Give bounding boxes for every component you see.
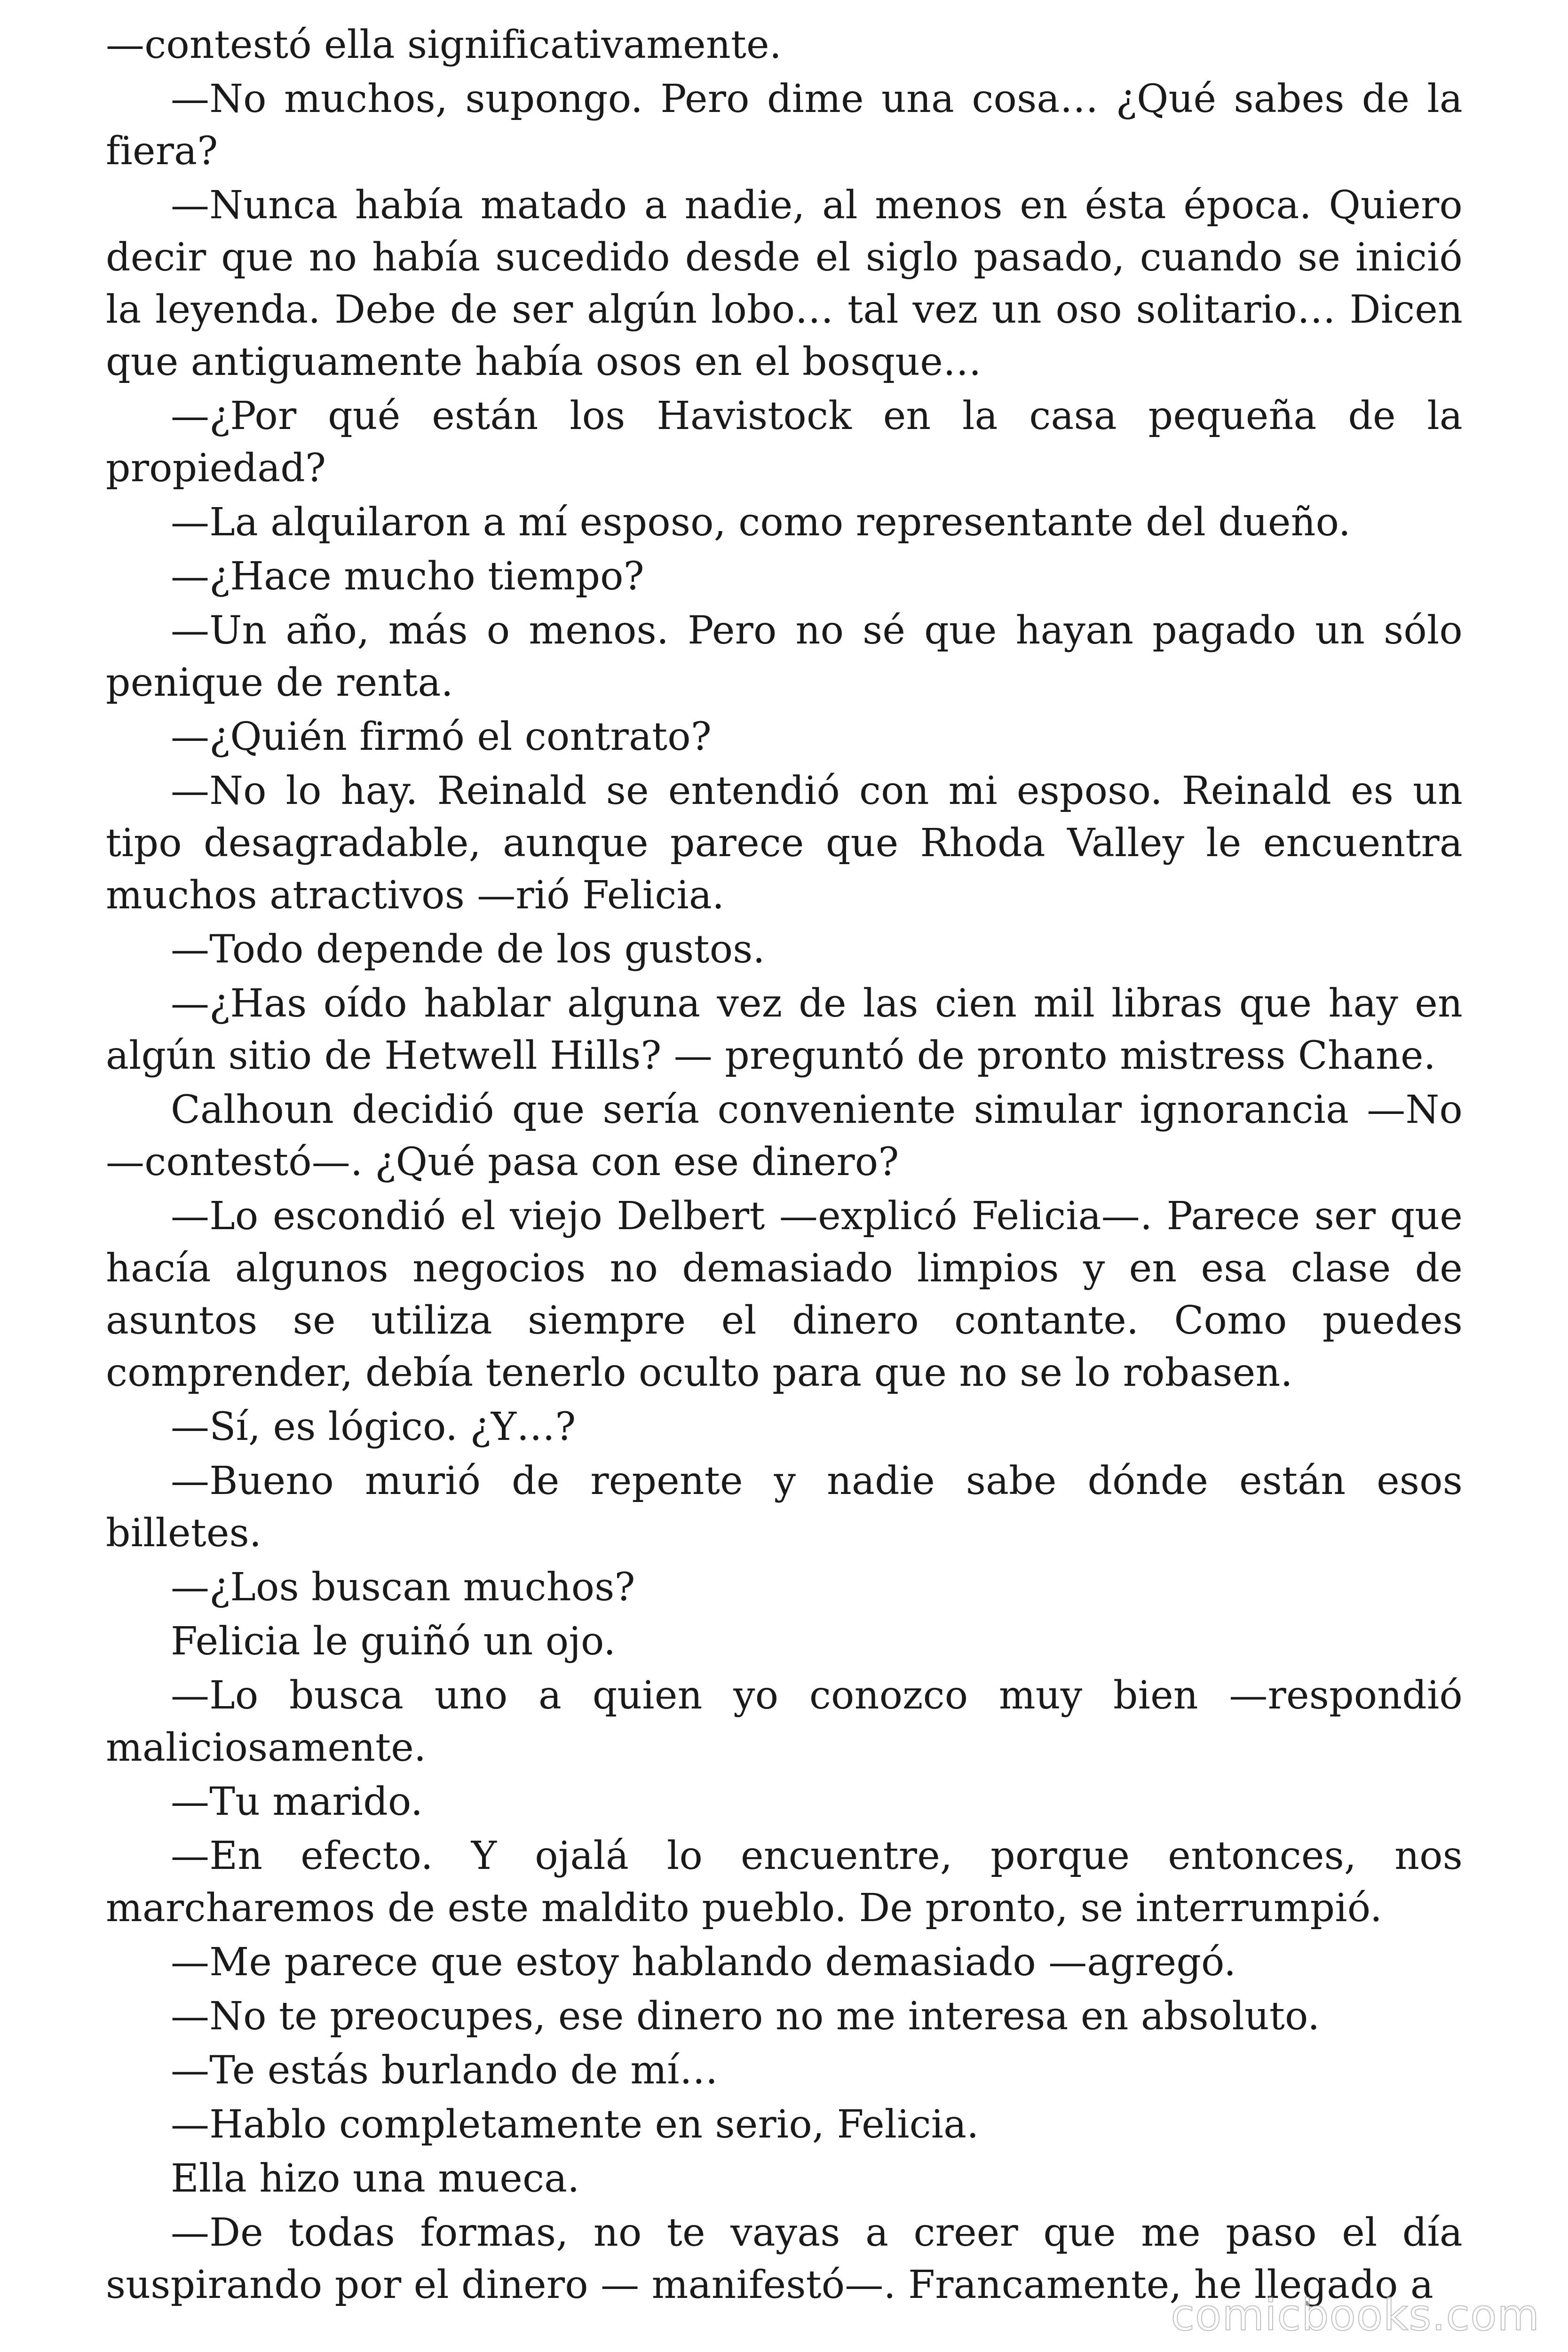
- paragraph: —contestó ella significativamente.: [106, 23, 782, 67]
- paragraph: —Bueno murió de repente y nadie sabe dónde están esos billetes.: [106, 1459, 1463, 1556]
- paragraph: Calhoun decidió que sería conveniente simular ignorancia —No —contestó—. ¿Qué pasa con ese dinero?: [106, 1088, 1463, 1184]
- paragraph: —¿Hace mucho tiempo?: [171, 554, 644, 599]
- paragraph: —Te estás burlando de mí…: [171, 2048, 718, 2093]
- paragraph: —No te preocupes, ese dinero no me interesa en absoluto.: [171, 1994, 1320, 2039]
- paragraph: —Me parece que estoy hablando demasiado —agregó.: [171, 1940, 1236, 1985]
- paragraph: —De todas formas, no te vayas a creer que me paso el día suspirando por el dinero — manifestó—. Francamente, he llegado a: [106, 2210, 1463, 2307]
- paragraph: —Nunca había matado a nadie, al menos en ésta época. Quiero decir que no había sucedido desde el siglo pasado, cuando se inició la leyenda. Debe de ser algún lobo… tal vez un oso solitario… Dicen que antiguamente había osos en el bosque…: [106, 183, 1463, 384]
- paragraph: —No muchos, supongo. Pero dime una cosa… ¿Qué sabes de la fiera?: [106, 77, 1463, 174]
- watermark-logo: comicbooks.com: [1171, 2290, 1540, 2340]
- paragraph: Felicia le guiñó un ojo.: [171, 1619, 616, 1664]
- paragraph: —Hablo completamente en serio, Felicia.: [171, 2102, 979, 2147]
- paragraph: —Tu marido.: [171, 1780, 423, 1824]
- paragraph: —Lo busca uno a quien yo conozco muy bien —respondió maliciosamente.: [106, 1673, 1463, 1770]
- book-page-text: [106, 19, 1463, 2313]
- paragraph: —La alquilaron a mí esposo, como representante del dueño.: [171, 500, 1351, 545]
- paragraph: —En efecto. Y ojalá lo encuentre, porque entonces, nos marcharemos de este maldito pueblo. De pronto, se interrumpió.: [106, 1834, 1463, 1931]
- paragraph: —¿Has oído hablar alguna vez de las cien mil libras que hay en algún sitio de Hetwell Hills? — preguntó de pronto mistress Chane.: [106, 981, 1463, 1078]
- paragraph: —Todo depende de los gustos.: [171, 927, 765, 972]
- paragraph: Ella hizo una mueca.: [171, 2156, 580, 2201]
- paragraph: —¿Por qué están los Havistock en la casa pequeña de la propiedad?: [106, 394, 1463, 491]
- paragraph: —¿Quién firmó el contrato?: [171, 715, 712, 759]
- paragraph: —Sí, es lógico. ¿Y…?: [171, 1405, 576, 1449]
- paragraph: —¿Los buscan muchos?: [171, 1565, 635, 1610]
- paragraph: —Lo escondió el viejo Delbert —explicó Felicia—. Parece ser que hacía algunos negocios no demasiado limpios y en esa clase de asuntos se utiliza siempre el dinero contante. Como puedes comprender, debía tenerlo oculto para que no se lo robasen.: [106, 1194, 1463, 1395]
- paragraph: —Un año, más o menos. Pero no sé que hayan pagado un sólo penique de renta.: [106, 608, 1463, 705]
- paragraph: —No lo hay. Reinald se entendió con mi esposo. Reinald es un tipo desagradable, aunque parece que Rhoda Valley le encuentra muchos atractivos —rió Felicia.: [106, 769, 1463, 918]
